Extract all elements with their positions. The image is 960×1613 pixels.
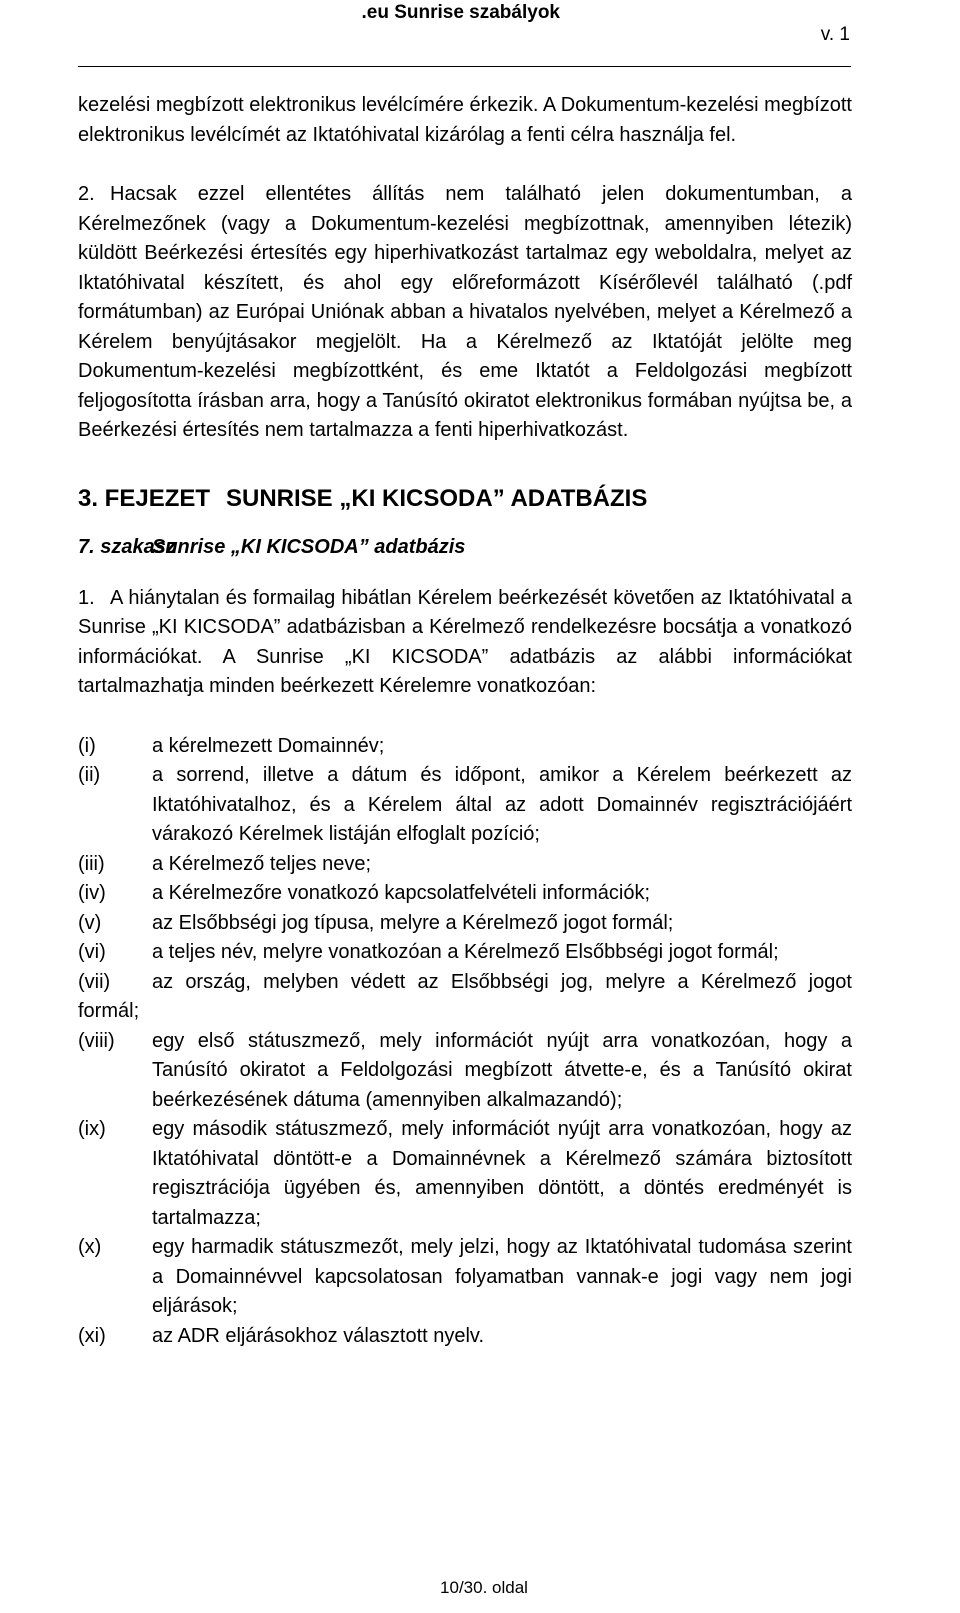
page-number: 10/30. oldal — [440, 1578, 528, 1597]
list-item-text: a teljes név, melyre vonatkozóan a Kérelmező Elsőbbségi jogot formál; — [152, 941, 779, 963]
list-marker: (ii) — [78, 764, 101, 786]
section-number: 7. szakasz — [78, 535, 176, 558]
list-item — [78, 1115, 852, 1233]
chapter-title: SUNRISE „KI KICSODA” ADATBÁZIS — [226, 484, 648, 512]
point-1-number: 1. — [78, 586, 95, 609]
point-1-text: A hiánytalan és formailag hibátlan Kérelem beérkezését követően az Iktatóhivatal a Sunrise „KI KICSODA” adatbázisban a Kérelmező rendelkezésre bocsátja a vonatkozó információkat. A Sunrise „KI KICSODA” adatbázis az alábbi információkat tartalmazhatja minden beérkezett Kérelemre vonatkozóan: — [78, 586, 852, 697]
list-marker: (viii) — [78, 1029, 115, 1052]
information-list — [78, 732, 852, 1352]
list-marker: (i) — [78, 734, 96, 757]
list-item — [78, 732, 852, 762]
list-item — [78, 879, 852, 909]
point-2-paragraph — [78, 180, 852, 446]
list-item — [78, 1027, 852, 1116]
list-item-text: az ország, melyben védett az Elsőbbségi jog, melyre a Kérelmező jogot formál; — [78, 970, 852, 1022]
list-item-text: a sorrend, illetve a dátum és időpont, amikor a Kérelem beérkezett az Iktatóhivatalhoz, és a Kérelem által az adott Domainnév regisztrációjáért várakozó Kérelmek listáján elfoglalt pozíció; — [152, 764, 852, 845]
list-marker: (iii) — [78, 852, 105, 875]
point-1-paragraph — [78, 584, 852, 702]
intro-paragraph: kezelési megbízott elektronikus levélcímére érkezik. A Dokumentum-kezelési megbízott elektronikus levélcímét az Iktatóhivatal kizárólag a fenti célra használja fel. — [78, 94, 852, 146]
list-item-text: egy második státuszmező, mely információt nyújt arra vonatkozóan, hogy az Iktatóhivatal döntött-e a Domainnévnek a Kérelmező számára biztosított regisztrációja ügyében és, amennyiben döntött, a döntés eredményét is tartalmazza; — [152, 1118, 852, 1229]
chapter-number: 3. FEJEZET — [78, 484, 211, 512]
section-heading — [78, 532, 852, 562]
list-item — [78, 1233, 852, 1322]
list-item — [78, 1322, 852, 1352]
list-item — [78, 850, 852, 880]
list-marker: (iv) — [78, 882, 106, 904]
list-item-text: a Kérelmező teljes neve; — [152, 852, 372, 875]
list-marker: (ix) — [78, 1118, 106, 1140]
list-item-text: az Elsőbbségi jog típusa, melyre a Kérelmező jogot formál; — [152, 911, 674, 934]
list-marker: (vi) — [78, 941, 106, 963]
point-2-number: 2. — [78, 183, 95, 205]
document-body — [78, 91, 852, 1351]
list-item — [78, 938, 852, 968]
list-item — [78, 909, 852, 939]
list-marker: (v) — [78, 911, 102, 934]
list-item-text: a Kérelmezőre vonatkozó kapcsolatfelvételi információk; — [152, 882, 651, 904]
list-marker: (vii) — [78, 970, 111, 993]
list-item-text: a kérelmezett Domainnév; — [152, 734, 385, 757]
list-item-text: egy első státuszmező, mely információt nyújt arra vonatkozóan, hogy a Tanúsító okiratot a Feldolgozási megbízott átvette-e, és a Tanúsító okirat beérkezésének dátuma (amennyiben alkalmazandó); — [152, 1029, 852, 1111]
list-item — [78, 968, 852, 1027]
header-divider — [78, 66, 851, 67]
list-marker: (x) — [78, 1236, 102, 1258]
list-item — [78, 761, 852, 850]
section-title: Sunrise „KI KICSODA” adatbázis — [152, 535, 466, 558]
list-item-text: egy harmadik státuszmezőt, mely jelzi, hogy az Iktatóhivatal tudomása szerint a Domainnévvel kapcsolatosan folyamatban vannak-e jogi vagy nem jogi eljárások; — [152, 1236, 852, 1317]
list-marker: (xi) — [78, 1324, 106, 1347]
chapter-heading — [78, 482, 852, 516]
point-2-text: Hacsak ezzel ellentétes állítás nem található jelen dokumentumban, a Kérelmezőnek (vagy a Dokumentum-kezelési megbízottnak, amennyiben létezik) küldött Beérkezési értesítés egy hiperhivatkozást tartalmaz egy weboldalra, melyet az Iktatóhivatal készített, és ahol egy előreformázott Kísérőlevél található (.pdf formátumban) az Európai Uniónak abban a hivatalos nyelvében, melyet a Kérelmező a Kérelem benyújtásakor megjelölt. Ha a Kérelmező az Iktatóját jelölte meg Dokumentum-kezelési megbízottként, és eme Iktatót a Feldolgozási megbízott feljogosította írásban arra, hogy a Tanúsító okiratot elektronikus formában nyújtsa be, a Beérkezési értesítés nem tartalmazza a fenti hiperhivatkozást. — [78, 183, 852, 441]
document-header-title: .eu Sunrise szabályok — [361, 2, 560, 23]
document-version: v. 1 — [820, 24, 850, 45]
list-item-text: az ADR eljárásokhoz választott nyelv. — [152, 1324, 485, 1347]
